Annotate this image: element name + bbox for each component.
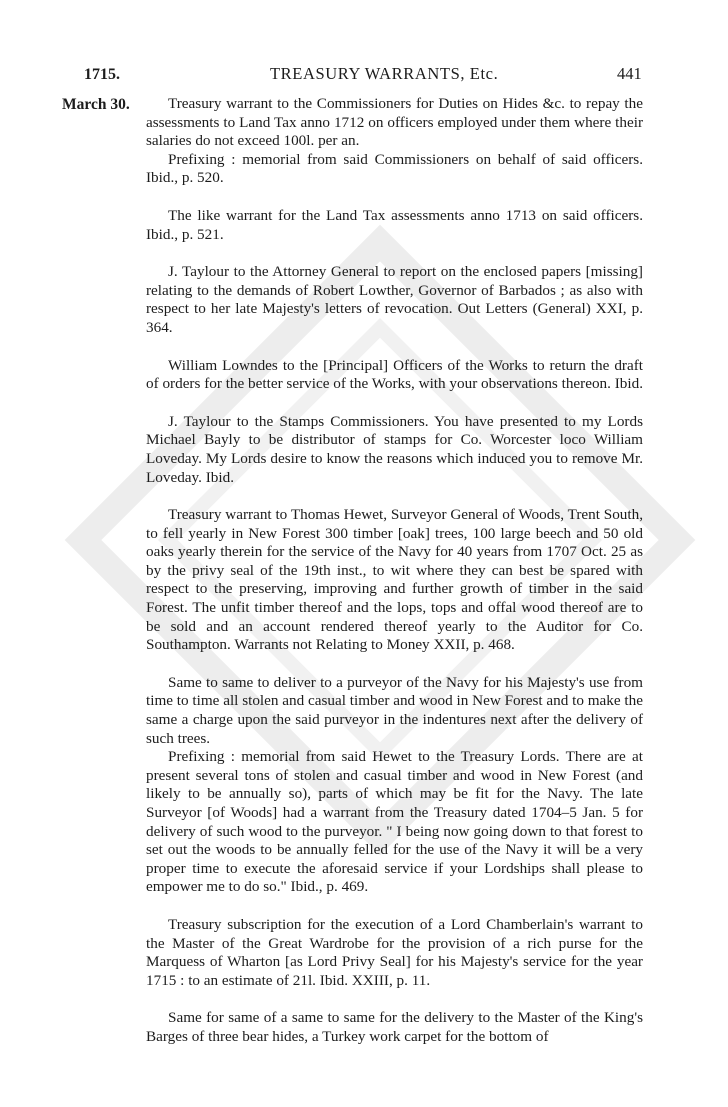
entry-text: Treasury warrant to Thomas Hewet, Surveyor General of Woods, Trent South, to fell yearly in New Forest 300 timber [oak] trees, 100 large beech and 50 old oaks yearly therein for the service of the Navy for 40 years from 1707 Oct. 25 as by the privy seal of the 19th inst., to wit where they can best be spared with respect to the preserving, improving and further growth of timber in the said Forest. The unfit timber thereof and the lops, tops and offal wood thereof are to be sold and an account rendered thereof yearly to the Auditor for Co. Southampton. Warrants not Relating to Money XXII, p. 468. — [146, 506, 643, 654]
page-body — [146, 95, 643, 1066]
margin-date: March 30. — [62, 96, 130, 113]
entry-land-tax-warrant — [146, 207, 643, 244]
entry-new-forest-timber — [146, 506, 643, 655]
entry-text: J. Taylour to the Attorney General to report on the enclosed papers [missing] relating to the demands of Robert Lowther, Governor of Barbados ; as also with respect to her late Majesty's letters of revocation. Out Letters (General) XXI, p. 364. — [146, 263, 643, 336]
page-number: 441 — [617, 64, 642, 83]
entry-text: Treasury warrant to the Commissioners for Duties on Hides &c. to repay the assessments to Land Tax anno 1712 on officers employed under them where their salaries do not exceed 100l. per an. — [146, 95, 643, 150]
entry-text: Same for same of a same to same for the delivery to the Master of the King's Barges of three bear hides, a Turkey work carpet for the bottom of — [146, 1009, 643, 1045]
entry-attorney-general — [146, 263, 643, 337]
entry-prefixing: Prefixing : memorial from said Hewet to the Treasury Lords. There are at present several tons of stolen and casual timber and wood in New Forest (and likely to be annually so), parts of which may be fit for the Navy. The late Surveyor [of Woods] had a warrant from the Treasury dated 1704–5 Jan. 5 for delivery of such wood to the purveyor. " I being now going down to that forest to set out the woods to be annually felled for the use of the Navy it will be a very proper time to execute the aforesaid service if your Lordships shall please to empower me to do so." Ibid., p. 469. — [146, 748, 643, 896]
entry-text: Same to same to deliver to a purveyor of the Navy for his Majesty's use from time to time all stolen and casual timber and wood in New Forest and to make the same a charge upon the said purveyor in the indentures next after the delivery of such trees. — [146, 673, 643, 747]
entry-text: William Lowndes to the [Principal] Officers of the Works to return the draft of orders for the better service of the Works, with your observations thereon. Ibid. — [146, 356, 644, 393]
entry-hides-warrant — [146, 95, 643, 188]
entry-kings-barges — [146, 1009, 643, 1046]
header-year: 1715. — [84, 66, 120, 83]
entry-navy-purveyor — [146, 674, 643, 897]
running-header — [0, 62, 728, 86]
header-title: TREASURY WARRANTS, Etc. — [270, 64, 499, 83]
entry-text: Treasury subscription for the execution of a Lord Chamberlain's warrant to the Master of the Great Wardrobe for the provision of a rich purse for the Marquess of Wharton [as Lord Privy Seal] for his Majesty's service for the year 1715 : to an estimate of 21l. Ibid. XXIII, p. 11. — [146, 915, 643, 989]
entry-prefixing: Prefixing : memorial from said Commissioners on behalf of said officers. Ibid., p. 520. — [146, 150, 643, 187]
entry-lord-chamberlain-purse — [146, 916, 643, 990]
entry-text: J. Taylour to the Stamps Commissioners. You have presented to my Lords Michael Bayly to be distributor of stamps for Co. Worcester loco William Loveday. My Lords desire to know the reasons which induced you to remove Mr. Loveday. Ibid. — [146, 412, 643, 486]
entry-text: The like warrant for the Land Tax assessments anno 1713 on said officers. Ibid., p. 521. — [146, 206, 643, 243]
entry-stamps-commissioners — [146, 413, 643, 487]
entry-officers-of-works — [146, 357, 643, 394]
